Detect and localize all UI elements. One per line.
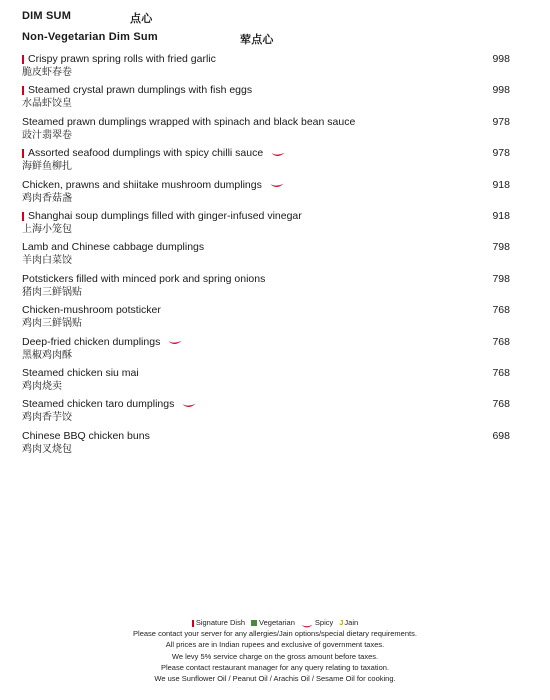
- section-title-text: Non-Vegetarian Dim Sum: [22, 31, 158, 43]
- menu-item-name: Steamed chicken taro dumplings: [22, 398, 175, 411]
- menu-item-line: [22, 53, 512, 66]
- menu-item-name: Deep-fried chicken dumplings: [22, 335, 161, 348]
- menu-item-name-chinese: 鸡肉香芋饺: [22, 412, 72, 424]
- legend-note: Please contact restaurant manager for any query relating to taxation.: [160, 662, 390, 672]
- menu-item-name-chinese: 鸡肉叉烧包: [22, 443, 72, 455]
- chili-icon: [301, 621, 313, 626]
- menu-item-line: [22, 367, 512, 380]
- menu-title: [22, 10, 153, 25]
- menu-item-price: 978: [492, 115, 510, 128]
- menu-item: [22, 147, 512, 177]
- chili-icon: [270, 183, 284, 189]
- menu-item-name-chinese: 脆皮虾春卷: [22, 67, 72, 78]
- menu-item-price: 798: [492, 241, 510, 254]
- menu-item-price: 768: [492, 398, 510, 411]
- menu-item: [22, 84, 512, 114]
- chili-icon: [168, 340, 182, 346]
- menu-item-name-chinese: 豉汁翡翠卷: [22, 129, 72, 141]
- menu-item-name: Lamb and Chinese cabbage dumplings: [22, 241, 205, 254]
- legend-signature: Signature Dish: [192, 617, 245, 628]
- section-title-chinese: 荤点心: [240, 34, 274, 46]
- menu-item-price: 978: [492, 147, 510, 160]
- legend-note: Please contact your server for any allergies/Jain options/special dietary requirements.: [133, 629, 417, 639]
- menu-item: [22, 273, 512, 303]
- legend: [0, 617, 550, 684]
- menu-item-name: Potstickers filled with minced pork and spring onions: [22, 272, 266, 285]
- menu-item-name-chinese: 鸡肉三鲜锅贴: [22, 318, 82, 330]
- menu-item: [22, 210, 512, 240]
- section-title: [22, 31, 274, 46]
- menu-item-line: [22, 84, 512, 97]
- menu-item: [22, 304, 512, 334]
- legend-keys: [0, 617, 550, 628]
- menu-item-name: Crispy prawn spring rolls with fried garlic: [28, 53, 216, 65]
- menu-title-chinese: 点心: [130, 13, 153, 25]
- menu-title-text: DIM SUM: [22, 10, 72, 22]
- menu-item-name: Assorted seafood dumplings with spicy chilli sauce: [28, 147, 264, 160]
- menu-item-line: [22, 336, 512, 349]
- menu-item-line: [22, 179, 512, 192]
- menu-item-name-chinese: 海鲜鱼柳扎: [22, 161, 72, 173]
- menu-item-price: 998: [492, 53, 510, 65]
- menu-item-name-chinese: 水晶虾饺皇: [22, 98, 72, 110]
- menu-item: [22, 179, 512, 209]
- vegetarian-mark-icon: [251, 620, 257, 626]
- legend-note: We levy 5% service charge on the gross amount before taxes.: [171, 651, 379, 661]
- menu-item-name: Steamed chicken siu mai: [22, 367, 139, 379]
- menu-item-price: 768: [492, 367, 510, 379]
- menu-item: [22, 336, 512, 366]
- menu-item: [22, 430, 512, 460]
- menu-item-name: Steamed crystal prawn dumplings with fish eggs: [28, 84, 253, 97]
- menu-item-name-chinese: 鸡肉香菇盏: [22, 192, 72, 204]
- menu-item-name-chinese: 黑椒鸡肉酥: [22, 349, 72, 361]
- signature-mark-icon: [22, 86, 24, 95]
- chili-icon: [271, 152, 285, 158]
- menu-item-price: 918: [492, 210, 510, 222]
- menu-item-line: [22, 430, 512, 443]
- menu-item-name-chinese: 猪肉三鲜锅贴: [22, 286, 82, 298]
- menu-item-line: [22, 273, 512, 286]
- menu-item: [22, 116, 512, 146]
- chili-icon: [182, 403, 196, 409]
- menu-item-price: 768: [492, 335, 510, 348]
- menu-item-price: 918: [492, 178, 510, 191]
- menu-item-name-chinese: 鸡肉烧卖: [22, 381, 62, 392]
- legend-spicy: Spicy: [301, 617, 333, 628]
- menu-item: [22, 367, 512, 397]
- menu-item-name: Steamed prawn dumplings wrapped with spinach and black bean sauce: [22, 115, 356, 128]
- menu-item-price: 768: [492, 304, 510, 317]
- menu-item-name-chinese: 羊肉白菜饺: [22, 255, 72, 267]
- menu-item-line: [22, 210, 512, 223]
- menu-item-name: Chicken-mushroom potsticker: [22, 304, 161, 317]
- menu-item-line: [22, 241, 512, 254]
- signature-mark-icon: [192, 620, 194, 627]
- menu-item-name: Chinese BBQ chicken buns: [22, 429, 150, 442]
- menu-item-name: Shanghai soup dumplings filled with ginger-infused vinegar: [28, 210, 302, 222]
- legend-note: All prices are in Indian rupees and exclusive of government taxes.: [165, 640, 385, 650]
- menu-item-price: 998: [492, 84, 510, 97]
- menu-item-price: 798: [492, 272, 510, 285]
- menu-item-price: 698: [492, 429, 510, 442]
- legend-vegetarian: Vegetarian: [251, 617, 295, 628]
- signature-mark-icon: [22, 55, 24, 64]
- menu-item-line: [22, 147, 512, 160]
- menu-item: [22, 53, 512, 83]
- jain-mark-icon: J: [339, 618, 344, 627]
- menu-item-line: [22, 398, 512, 411]
- menu-item-name-chinese: 上海小笼包: [22, 224, 72, 235]
- signature-mark-icon: [22, 149, 24, 158]
- menu-item: [22, 241, 512, 271]
- legend-note: We use Sunflower Oil / Peanut Oil / Arachis Oil / Sesame Oil for cooking.: [154, 674, 396, 684]
- menu-item-line: [22, 304, 512, 317]
- legend-jain: JJain: [339, 618, 359, 627]
- menu-item-line: [22, 116, 512, 129]
- menu-item-name: Chicken, prawns and shiitake mushroom dumplings: [22, 178, 262, 191]
- menu-item: [22, 398, 512, 428]
- signature-mark-icon: [22, 212, 24, 221]
